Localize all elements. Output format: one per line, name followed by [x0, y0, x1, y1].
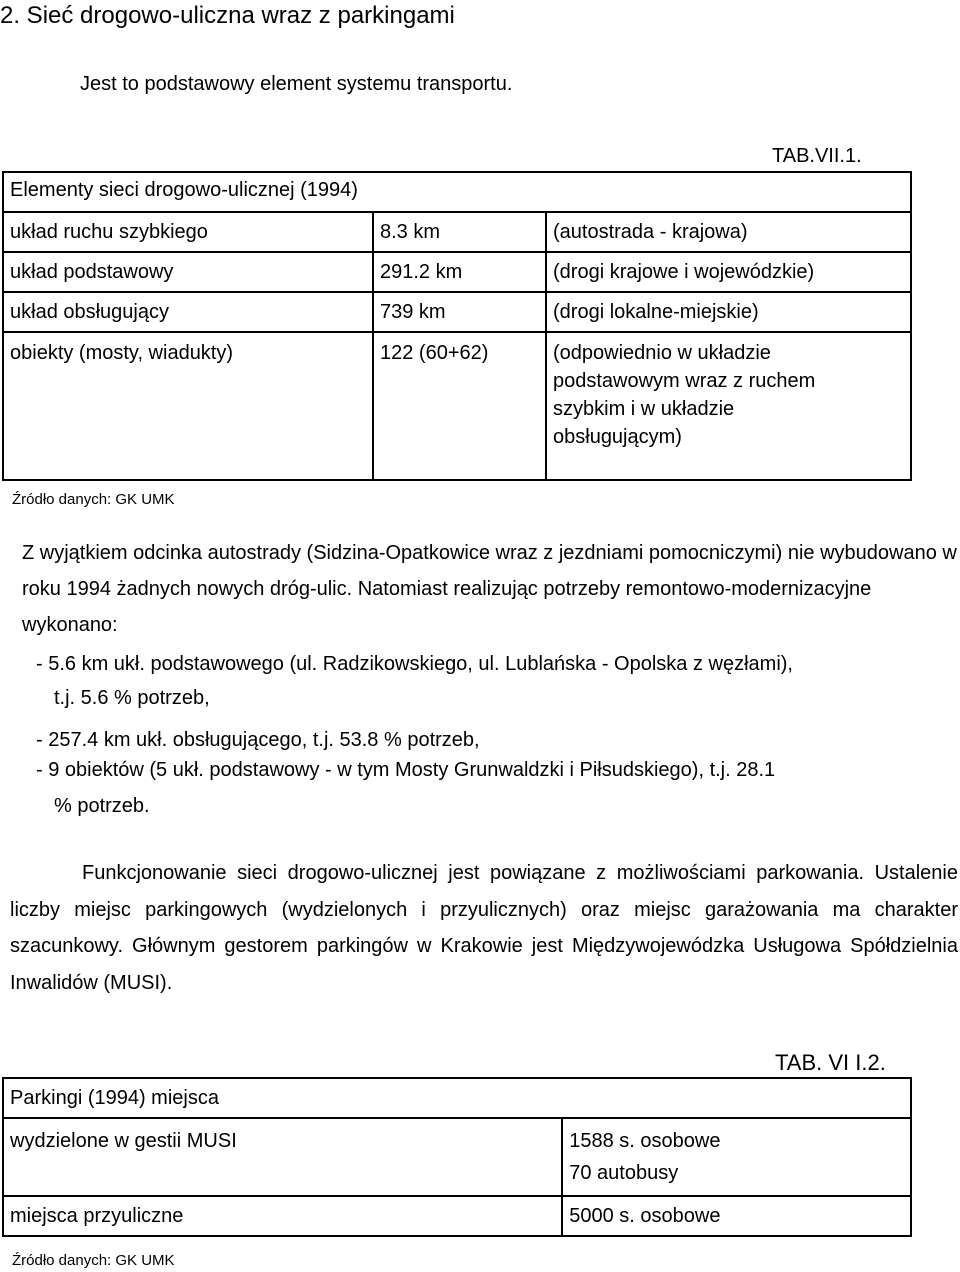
table-row	[3, 1118, 911, 1196]
row-value: 5000 s. osobowe	[562, 1196, 911, 1236]
row-value-primary: 1588 s. osobowe	[569, 1130, 721, 1152]
table1-label: TAB.VII.1.	[772, 145, 862, 167]
row-note: (drogi lokalne-miejskie)	[546, 292, 911, 332]
table-row	[3, 252, 911, 292]
list-item: - 9 obiektów (5 ukł. podstawowy - w tym Mosty Grunwaldzki i Piłsudskiego), t.j. 28.1	[36, 759, 776, 781]
row-values	[562, 1118, 911, 1196]
table2-source: Źródło danych: GK UMK	[12, 1252, 175, 1269]
row-note: (autostrada - krajowa)	[546, 212, 911, 252]
table-row	[3, 1196, 911, 1236]
list-item-continuation: % potrzeb.	[54, 795, 150, 817]
row-value: 739 km	[373, 292, 546, 332]
section-heading: 2. Sieć drogowo-uliczna wraz z parkingami	[0, 2, 455, 29]
row-value: 291.2 km	[373, 252, 546, 292]
row-name: układ ruchu szybkiego	[3, 212, 373, 252]
list-item-continuation: t.j. 5.6 % potrzeb,	[54, 687, 210, 709]
intro-text: Jest to podstawowy element systemu transportu.	[80, 73, 513, 95]
row-name: wydzielone w gestii MUSI	[3, 1118, 562, 1196]
row-name: miejsca przyuliczne	[3, 1196, 562, 1236]
paragraph-construction: Z wyjątkiem odcinka autostrady (Sidzina-Opatkowice wraz z jezdniami pomocniczymi) nie wybudowano w roku 1994 żadnych nowych dróg-ulic. Natomiast realizując potrzeby remontowo-modernizacyjne wykonano:	[22, 542, 957, 636]
road-network-table	[2, 171, 912, 481]
row-name: obiekty (mosty, wiadukty)	[3, 332, 373, 480]
row-value-secondary: 70 autobusy	[569, 1162, 679, 1184]
table2-caption: Parkingi (1994) miejsca	[3, 1078, 911, 1118]
row-note: (drogi krajowe i wojewódzkie)	[546, 252, 911, 292]
paragraph-parking: Funkcjonowanie sieci drogowo-ulicznej jest powiązane z możliwościami parkowania. Ustalenie liczby miejsc parkingowych (wydzielonych i przyulicznych) oraz miejsc garażowania ma charakter szacunkowy. Głównym gestorem parkingów w Krakowie jest Międzywojewódzka Usługowa Spółdzielnia Inwalidów (MUSI).	[10, 862, 958, 994]
list-item: - 5.6 km ukł. podstawowego (ul. Radzikowskiego, ul. Lublańska - Opolska z węzłami),	[36, 653, 793, 675]
row-note: (odpowiednio w układzie podstawowym wraz z ruchem szybkim i w układzie obsługującym)	[546, 332, 911, 480]
parking-table	[2, 1077, 912, 1237]
table1-caption: Elementy sieci drogowo-ulicznej (1994)	[3, 172, 911, 212]
list-item: - 257.4 km ukł. obsługującego, t.j. 53.8 % potrzeb,	[36, 729, 480, 751]
table-row	[3, 212, 911, 252]
row-value: 122 (60+62)	[373, 332, 546, 480]
table2-label: TAB. VI I.2.	[775, 1050, 886, 1075]
row-value: 8.3 km	[373, 212, 546, 252]
row-name: układ podstawowy	[3, 252, 373, 292]
row-name: układ obsługujący	[3, 292, 373, 332]
table1-source: Źródło danych: GK UMK	[12, 491, 175, 508]
table-row	[3, 332, 911, 480]
table-row	[3, 292, 911, 332]
